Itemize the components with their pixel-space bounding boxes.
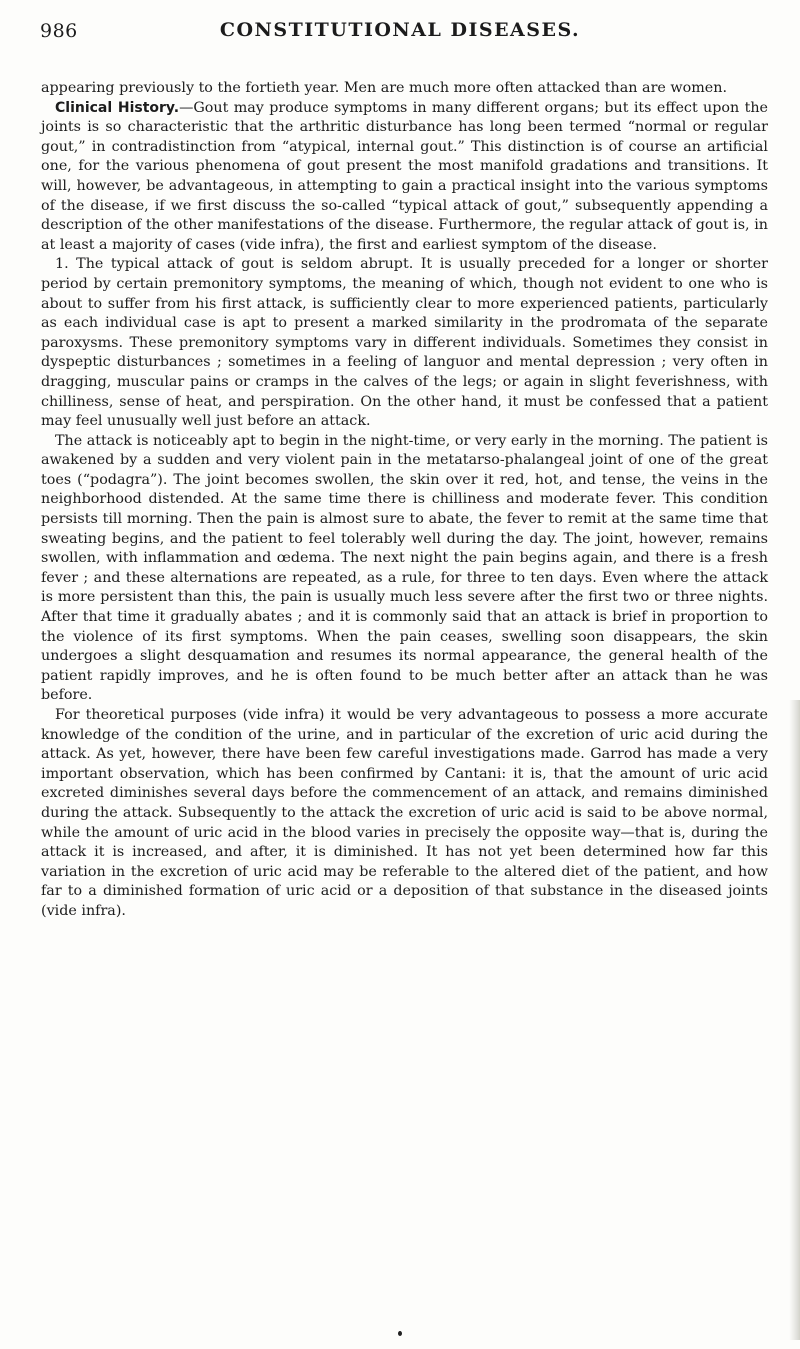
- paragraph-clinical-history: [41, 99, 768, 256]
- page-number: 986: [40, 20, 78, 42]
- paragraph-continuation: appearing previously to the fortieth year. Men are much more often attacked than are women.: [41, 80, 728, 96]
- running-title: CONSTITUTIONAL DISEASES.: [219, 19, 581, 41]
- paragraph-uric-acid: For theoretical purposes (vide infra) it would be very advantageous to possess a more accurate knowledge of the condition of the urine, and in particular of the excretion of uric acid during the attack. As yet, however, there have been few careful investigations made. Garrod has made a very important observation, which has been confirmed by Cantani: it is, that the amount of uric acid excreted diminishes several days before the commencement of an attack, and remains diminished during the attack. Subsequently to the attack the excretion of uric acid is said to be above normal, while the amount of uric acid in the blood varies in precisely the opposite way—that is, during the attack it is increased, and after, it is diminished. It has not yet been determined how far this variation in the excretion of uric acid may be referable to the altered diet of the patient, and how far to a diminished formation of uric acid or a deposition of that substance in the diseased joints (vide infra).: [41, 707, 768, 919]
- page-header: [40, 14, 760, 50]
- section-heading-clinical-history: Clinical History.: [55, 99, 180, 116]
- paragraph-clinical-history-text: —Gout may produce symptoms in many different organs; but its effect upon the joints is so characteristic that the arthritic disturbance has long been termed “normal or regular gout,” in contradistinction from “atypical, internal gout.” This distinction is of course an artificial one, for the various phenomena of gout present the most manifold gradations and transitions. It will, however, be advantageous, in attempting to gain a practical insight into the various symptoms of the disease, if we first discuss the so-called “typical attack of gout,” subsequently appending a description of the other manifestations of the disease. Furthermore, the regular attack of gout is, in at least a majority of cases (vide infra), the first and earliest symptom of the disease.: [41, 99, 768, 253]
- scan-shadow-edge: [782, 700, 800, 1340]
- paragraph-typical-attack: 1. The typical attack of gout is seldom abrupt. It is usually preceded for a longer or shorter period by certain premonitory symptoms, the meaning of which, though not evident to one who is about to suffer from his first attack, is sufficiently clear to more experienced patients, particularly as each individual case is apt to present a marked similarity in the prodromata of the separate paroxysms. These premonitory symptoms vary in different individuals. Sometimes they consist in dyspeptic disturbances ; sometimes in a feeling of languor and mental depression ; very often in dragging, muscular pains or cramps in the calves of the legs; or again in slight feverishness, with chilliness, sense of heat, and perspiration. On the other hand, it must be confessed that a patient may feel unusually well just before an attack.: [41, 256, 768, 430]
- footer-dot-mark: [398, 1331, 402, 1336]
- body-text: [41, 79, 768, 922]
- paragraph-attack-course: The attack is noticeably apt to begin in the night-time, or very early in the morning. The patient is awakened by a sudden and very violent pain in the metatarso-phalangeal joint of one of the great toes (“podagra”). The joint becomes swollen, the skin over it red, hot, and tense, the veins in the neighborhood distended. At the same time there is chilliness and moderate fever. This condition persists till morning. Then the pain is almost sure to abate, the fever to remit at the same time that sweating begins, and the patient to feel tolerably well during the day. The joint, however, remains swollen, with inflammation and œdema. The next night the pain begins again, and there is a fresh fever ; and these alternations are repeated, as a rule, for three to ten days. Even where the attack is more persistent than this, the pain is usually much less severe after the first two or three nights. After that time it gradually abates ; and it is commonly said that an attack is brief in proportion to the violence of its first symptoms. When the pain ceases, swelling soon disappears, the skin undergoes a slight desquamation and resumes its normal appearance, the general health of the patient rapidly improves, and he is often found to be much better after an attack than he was before.: [41, 432, 768, 704]
